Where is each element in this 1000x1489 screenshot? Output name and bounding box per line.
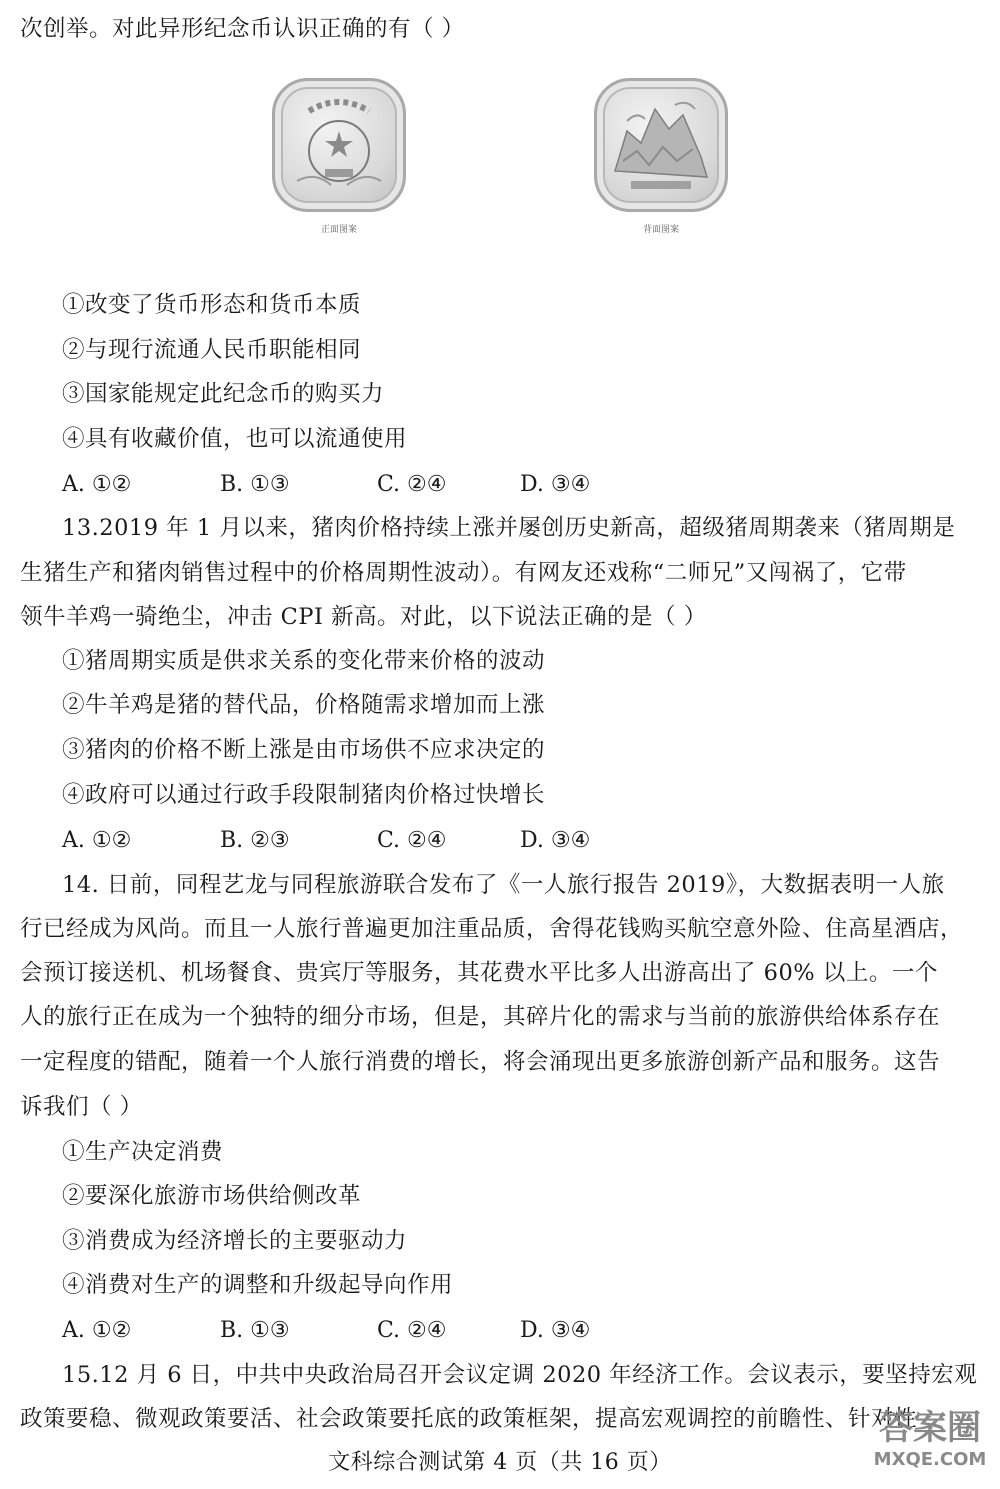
coin-front-caption: 正面图案 bbox=[320, 225, 357, 235]
q13-choice-b: B. ②③ bbox=[220, 828, 290, 853]
q14-option-4: ④消费对生产的调整和升级起导向作用 bbox=[62, 1272, 454, 1298]
coin-back-caption: 背面图案 bbox=[642, 225, 679, 235]
q13-option-4: ④政府可以通过行政手段限制猪肉价格过快增长 bbox=[62, 782, 546, 808]
q12-option-2: ②与现行流通人民币职能相同 bbox=[62, 337, 362, 363]
q14-line-4: 人的旅行正在成为一个独特的细分市场，但是，其碎片化的需求与当前的旅游供给体系存在 bbox=[20, 1004, 941, 1030]
q14-option-2: ②要深化旅游市场供给侧改革 bbox=[62, 1183, 362, 1209]
q14-choice-d: D. ③④ bbox=[520, 1318, 591, 1343]
q13-line-2: 生猪生产和猪肉销售过程中的价格周期性波动）。有网友还戏称“二师兄”又闯祸了，它带 bbox=[20, 560, 907, 586]
q14-line-6: 诉我们（ ） bbox=[20, 1094, 143, 1120]
q14-line-5: 一定程度的错配，随着一个人旅行消费的增长，将会涌现出更多旅游创新产品和服务。这告 bbox=[20, 1049, 941, 1075]
coin-back-figure bbox=[594, 78, 728, 235]
coin-front-image bbox=[272, 78, 406, 212]
q14-option-3: ③消费成为经济增长的主要驱动力 bbox=[62, 1228, 408, 1254]
q14-choice-a: A. ①② bbox=[62, 1318, 132, 1343]
q12-choice-a: A. ①② bbox=[62, 472, 132, 497]
q14-line-1: 14. 日前，同程艺龙与同程旅游联合发布了《一人旅行报告 2019》，大数据表明一人旅 bbox=[62, 872, 945, 898]
q12-choice-b: B. ①③ bbox=[220, 472, 290, 497]
q13-option-1: ①猪周期实质是供求关系的变化带来价格的波动 bbox=[62, 648, 546, 674]
q12-option-1: ①改变了货币形态和货币本质 bbox=[62, 292, 362, 318]
q13-choice-a: A. ①② bbox=[62, 828, 132, 853]
q13-line-1: 13.2019 年 1 月以来，猪肉价格持续上涨并屡创历史新高，超级猪周期袭来（猪周期是 bbox=[62, 515, 956, 541]
coin-back-image bbox=[594, 78, 728, 212]
page-footer: 文科综合测试第 4 页（共 16 页） bbox=[328, 1450, 672, 1475]
watermark-url: MXQE.COM bbox=[873, 1449, 987, 1470]
q14-choice-c: C. ②④ bbox=[377, 1318, 447, 1343]
q12-option-4: ④具有收藏价值，也可以流通使用 bbox=[62, 426, 408, 452]
q13-option-2: ②牛羊鸡是猪的替代品，价格随需求增加而上涨 bbox=[62, 692, 546, 718]
q14-choice-b: B. ①③ bbox=[220, 1318, 290, 1343]
q12-intro-tail: 次创举。对此异形纪念币认识正确的有（ ） bbox=[20, 16, 465, 42]
q12-choice-c: C. ②④ bbox=[377, 472, 447, 497]
q14-line-3: 会预订接送机、机场餐食、贵宾厅等服务，其花费水平比多人出游高出了 60% 以上。一个 bbox=[20, 960, 938, 986]
q12-choice-d: D. ③④ bbox=[520, 472, 591, 497]
watermark-logo bbox=[870, 1400, 990, 1480]
q15-line-1: 15.12 月 6 日，中共中央政治局召开会议定调 2020 年经济工作。会议表示，要坚持宏观 bbox=[62, 1362, 978, 1388]
q13-choice-d: D. ③④ bbox=[520, 828, 591, 853]
watermark-logo-text: 答案圈 bbox=[879, 1408, 981, 1448]
q14-line-2: 行已经成为风尚。而且一人旅行普遍更加注重品质，舍得花钱购买航空意外险、住高星酒店， bbox=[20, 916, 964, 942]
q12-option-3: ③国家能规定此纪念币的购买力 bbox=[62, 381, 385, 407]
q13-line-3: 领牛羊鸡一骑绝尘，冲击 CPI 新高。对此，以下说法正确的是（ ） bbox=[20, 604, 707, 630]
q13-option-3: ③猪肉的价格不断上涨是由市场供不应求决定的 bbox=[62, 737, 546, 763]
coin-front-figure bbox=[272, 78, 406, 235]
q13-choice-c: C. ②④ bbox=[377, 828, 447, 853]
q15-line-2: 政策要稳、微观政策要活、社会政策要托底的政策框架，提高宏观调控的前瞻性、针对性 bbox=[20, 1406, 918, 1432]
q14-option-1: ①生产决定消费 bbox=[62, 1139, 224, 1165]
